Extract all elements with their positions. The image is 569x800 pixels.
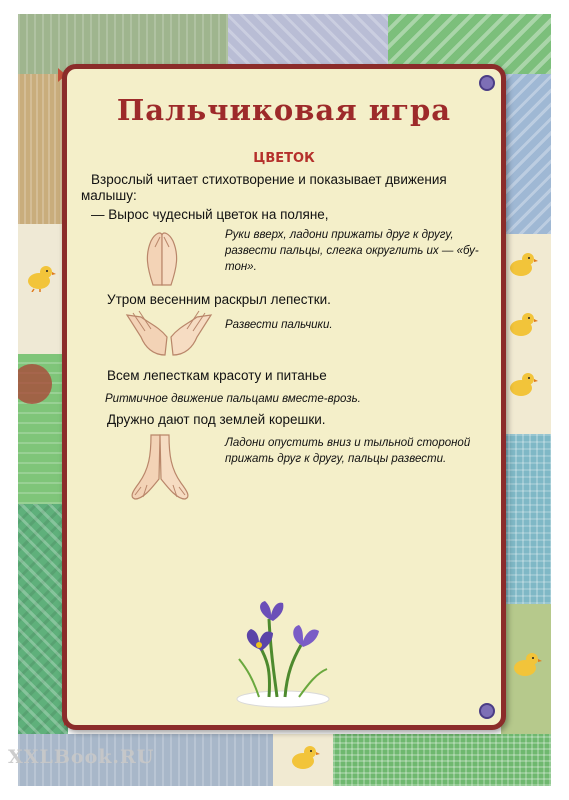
- bolt-icon: [479, 75, 495, 91]
- intro-line: малышу:: [81, 188, 137, 203]
- content-card: [62, 64, 506, 730]
- chick-icon: [504, 249, 538, 279]
- page-title: Пальчиковая игра: [116, 93, 452, 127]
- chick-icon: [504, 369, 538, 399]
- crocus-flower-icon: [229, 599, 335, 709]
- chick-icon: [504, 309, 538, 339]
- hands-down-icon: [125, 433, 195, 503]
- hands-bud-icon: [131, 227, 193, 287]
- instruction-line: Руки вверх, ладони прижаты друг к другу,: [225, 229, 454, 241]
- verse-line: Всем лепесткам красоту и питанье: [107, 368, 327, 383]
- poem-title: ЦВЕТОК: [253, 151, 315, 166]
- hands-open-icon: [119, 307, 219, 359]
- instruction-line: Развести пальчики.: [225, 319, 333, 331]
- verse-line: Дружно дают под землей корешки.: [107, 412, 326, 427]
- instruction-line: Ритмичное движение пальцами вместе-врозь.: [105, 393, 361, 405]
- instruction-line: тон».: [225, 261, 257, 273]
- chick-icon: [22, 262, 56, 292]
- instruction-line: прижать друг к другу, пальцы развести.: [225, 453, 447, 465]
- verse-line: — Вырос чудесный цветок на поляне,: [91, 207, 329, 222]
- verse-line: Утром весенним раскрыл лепестки.: [107, 292, 331, 307]
- patch: [501, 74, 551, 234]
- bolt-icon: [479, 703, 495, 719]
- intro-line: Взрослый читает стихотворение и показывает движения: [91, 172, 447, 187]
- patch: [18, 74, 68, 224]
- watermark: XXLBook.RU: [8, 746, 155, 768]
- patch: [333, 734, 551, 786]
- chick-icon: [508, 649, 542, 679]
- instruction-line: развести пальцы, слегка округлить их — «бу-: [225, 245, 479, 257]
- patch: [501, 434, 551, 604]
- chick-icon: [286, 742, 320, 772]
- instruction-line: Ладони опустить вниз и тыльной стороной: [225, 437, 471, 449]
